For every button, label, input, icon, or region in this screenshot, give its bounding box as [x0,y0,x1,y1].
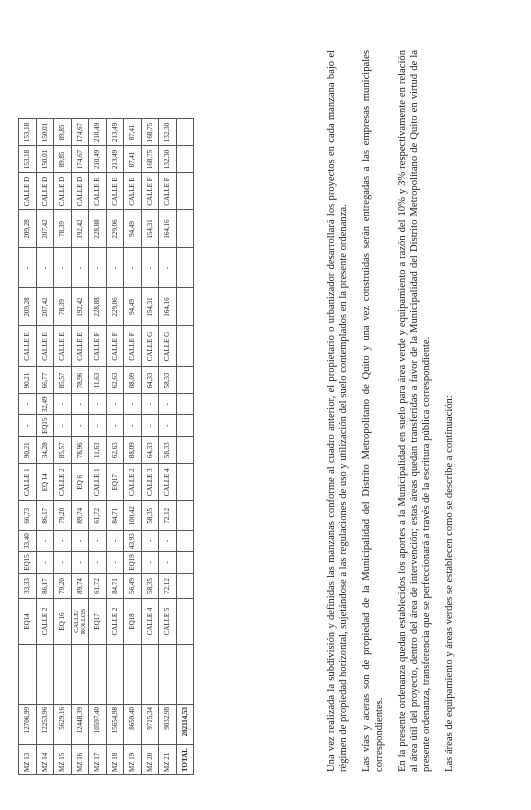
table-cell: 78,96 [71,367,89,394]
table-cell: 61,72 [89,501,107,531]
table-cell [176,288,194,326]
table-cell: 94,49 [124,288,142,326]
table-cell [176,326,194,367]
table-cell: - [106,531,124,552]
table-cell: 209,28 [19,210,37,248]
table-cell: CALLE 4 [141,599,159,645]
table-cell: 62,63 [106,437,124,464]
table-cell: EQ18 [124,599,142,645]
table-cell: - [106,552,124,574]
table-cell: - [159,394,177,415]
table-cell: CALLE E [19,326,37,367]
table-cell: 213,49 [106,146,124,173]
paragraph: Las vías y aceras son de propiedad de la Municipalidad del Distrito Metropolitano de Quito y una vez construidas serán entregadas a las empresas municipales correspondientes. [361,50,385,772]
table-cell: 154,31 [141,288,159,326]
table-cell: - [159,415,177,437]
table-cell: - [89,248,107,288]
table-cell: 66,73 [19,501,37,531]
table-cell: 150,01 [36,119,54,146]
table-cell: CALLE 2 [36,599,54,645]
table-cell: 79,20 [54,501,72,531]
table-cell: 100,42 [124,501,142,531]
table-cell [89,645,107,705]
table-row [159,119,177,775]
table-cell [176,645,194,705]
table-cell: 58,35 [141,574,159,599]
table-cell: 5629,16 [54,705,72,745]
table-cell: 228,88 [89,210,107,248]
table-cell: 58,33 [159,367,177,394]
table-cell: 89,74 [71,574,89,599]
table-cell: 229,06 [106,288,124,326]
table-cell: 61,72 [89,574,107,599]
table-cell: 207,42 [36,288,54,326]
table-cell: 11,63 [89,437,107,464]
table-cell: CALLE F [106,326,124,367]
table-cell: CALLE D [19,173,37,210]
table-cell: CALLE 2 [54,464,72,501]
table-cell: 90,21 [19,437,37,464]
table-cell: CALLE 2 [106,599,124,645]
table-cell: 192,42 [71,288,89,326]
table-cell: - [19,415,37,437]
table-cell [36,645,54,705]
table-cell: CALLE F [141,173,159,210]
table-cell: 86,17 [36,574,54,599]
table-cell [176,119,194,146]
table-cell [176,599,194,645]
table-cell: - [159,531,177,552]
table-cell: 85,57 [54,437,72,464]
table-cell: CALLE E [71,326,89,367]
body-text [326,50,468,772]
table-cell: - [106,394,124,415]
table-cell: 168,75 [141,146,159,173]
table-cell: 88,09 [124,367,142,394]
table-cell [176,173,194,210]
table-cell: MZ 13 [19,745,37,775]
table-cell: 228,88 [89,288,107,326]
table-cell: MZ 18 [106,745,124,775]
table-cell: 90,21 [19,367,37,394]
table-cell [159,645,177,705]
total-row [176,119,194,775]
table-cell: 9032,98 [159,705,177,745]
table-row [54,119,72,775]
table-cell: MZ 19 [124,745,142,775]
table-cell [176,574,194,599]
table-cell [176,146,194,173]
table-cell: - [89,552,107,574]
table-cell: CALLE E [36,326,54,367]
table-cell: 164,16 [159,210,177,248]
table-cell: 87,41 [124,146,142,173]
table-cell: CALLE F [89,326,107,367]
table-cell: 210,49 [89,119,107,146]
table-cell: - [36,531,54,552]
table-cell: 66,77 [36,367,54,394]
table-cell: 84,71 [106,501,124,531]
table-cell: - [71,552,89,574]
table-cell [176,531,194,552]
table-cell [124,645,142,705]
table-cell: 32,49 [36,394,54,415]
table-cell: EQ17 [89,599,107,645]
table-cell: - [124,415,142,437]
table-cell: - [124,248,142,288]
table-cell: 11,63 [89,367,107,394]
table-cell: EQ 6 [71,464,89,501]
table-cell: 202114,53 [176,705,194,745]
table-cell: CALLE E [106,173,124,210]
table-cell: - [106,248,124,288]
table-cell: CALLE 3 [141,464,159,501]
table-cell [176,367,194,394]
table-cell: - [36,248,54,288]
table-cell [54,645,72,705]
table-cell [71,645,89,705]
table-cell: CALLE 1 [19,464,37,501]
table-cell: 213,49 [106,119,124,146]
table-cell: 168,75 [141,119,159,146]
table-cell: 78,39 [54,210,72,248]
table-body [19,119,194,775]
table-cell: 33,33 [19,574,37,599]
table-cell: EQ 16 [54,599,72,645]
table-cell: 174,67 [71,119,89,146]
table-cell: 154,31 [141,210,159,248]
table-cell: 132,30 [159,146,177,173]
table-cell: CALLE D [36,173,54,210]
table-cell [176,248,194,288]
table-cell: - [54,248,72,288]
table-cell [176,394,194,415]
table-cell: - [106,415,124,437]
table-cell: 88,09 [124,437,142,464]
table-cell: 192,42 [71,210,89,248]
table-cell: 8659,40 [124,705,142,745]
table-cell: - [71,531,89,552]
table-cell: - [71,415,89,437]
table-cell: - [159,552,177,574]
table-cell: EQ15 [36,415,54,437]
table-cell: 210,49 [89,146,107,173]
table-cell: EQ17 [106,464,124,501]
manzanas-table [18,119,194,776]
table-cell: 174,67 [71,146,89,173]
table-cell: - [19,394,37,415]
table-cell: 164,16 [159,288,177,326]
table-cell: 33,40 [19,531,37,552]
table-cell: EQ19 [124,552,142,574]
table-row [71,119,89,775]
table-cell: 150,01 [36,146,54,173]
table-cell [176,464,194,501]
table-cell: 79,20 [54,574,72,599]
table-cell: 9715,34 [141,705,159,745]
table-cell: 64,33 [141,367,159,394]
table-row [89,119,107,775]
table-row [124,119,142,775]
table-cell: CALLE 5 [159,599,177,645]
table-cell: 15654,98 [106,705,124,745]
table-cell: 132,30 [159,119,177,146]
table-row [141,119,159,775]
table-cell: CALLE D [54,173,72,210]
table-cell: MZ 20 [141,745,159,775]
table-cell: - [71,394,89,415]
table-cell: - [54,394,72,415]
paragraph: En la presente ordenanza quedan establecidos los aportes a la Municipalidad en suelo para área verde y equipamiento a razón del 10% y 3% respectivamente en relación al área útil del proyecto, dentro del área de intervención; estas áreas quedan transferidas a favor de la Municipalidad del Distrito Metropolitano de Quito en virtud de la presente ordenanza, transferencia que se perfeccionará a través de la escritura pública correspondiente. [396,50,433,772]
table-cell: - [141,552,159,574]
table-cell: CALLE E [124,173,142,210]
table-cell: - [89,415,107,437]
table-cell: MZ 15 [54,745,72,775]
table-cell: - [54,531,72,552]
table-cell [19,645,37,705]
table-cell: 43,93 [124,531,142,552]
table-cell: 153,18 [19,146,37,173]
table-cell: MZ 16 [71,745,89,775]
paragraph: Las áreas de equipamiento y áreas verdes se establecen como se describe a continuación: [444,395,456,772]
table-cell: 207,42 [36,210,54,248]
table-cell: 78,96 [71,437,89,464]
table-cell: - [141,531,159,552]
table-cell: - [36,552,54,574]
table-cell [106,645,124,705]
table-cell: 89,74 [71,501,89,531]
table-cell: TOTAL [176,745,194,775]
table-cell: - [159,248,177,288]
table-cell [176,210,194,248]
table-cell: 89,85 [54,119,72,146]
table-cell: 229,06 [106,210,124,248]
table-cell: 72,12 [159,501,177,531]
table-cell: EQ 14 [36,464,54,501]
table-cell [176,437,194,464]
table-cell: 10597,40 [89,705,107,745]
table-cell: CALLE G [159,326,177,367]
table-cell: MZ 17 [89,745,107,775]
table-cell: 12253,96 [36,705,54,745]
table-cell: 58,35 [141,501,159,531]
table-cell: MZ 21 [159,745,177,775]
table-cell: - [54,552,72,574]
table-cell: CALLE 4 [159,464,177,501]
table-cell: CALLE E [89,173,107,210]
table-cell: - [71,248,89,288]
table-cell: - [89,394,107,415]
table-cell: 85,57 [54,367,72,394]
table-cell: CALLE/ ROLLOS [71,599,89,645]
table-cell: - [89,531,107,552]
table-cell [176,552,194,574]
table-cell: 153,18 [19,119,37,146]
table-cell: EQ15 [19,552,37,574]
table-cell: 94,49 [124,210,142,248]
table-cell: CALLE F [159,173,177,210]
table-cell: 84,71 [106,574,124,599]
table-cell: 12448,39 [71,705,89,745]
table-cell: 58,33 [159,437,177,464]
table-row [106,119,124,775]
table-cell: CALLE G [141,326,159,367]
table-cell: 72,12 [159,574,177,599]
table-row [19,119,37,775]
table-cell: CALLE E [54,326,72,367]
table-cell: 87,41 [124,119,142,146]
table-cell: 12706,99 [19,705,37,745]
table-cell: - [19,248,37,288]
table-cell: CALLE D [71,173,89,210]
table-cell: 86,17 [36,501,54,531]
table-cell: 34,28 [36,437,54,464]
table-cell: CALLE 1 [89,464,107,501]
table-cell: - [124,394,142,415]
table-cell: CALLE F [124,326,142,367]
table-cell [176,501,194,531]
table-cell: CALLE 2 [124,464,142,501]
table-cell: EQ14 [19,599,37,645]
table-cell: 89,85 [54,146,72,173]
table-cell: 62,63 [106,367,124,394]
table-cell: - [141,394,159,415]
table-cell [176,415,194,437]
table-cell [141,645,159,705]
table-cell: MZ 14 [36,745,54,775]
table-cell: - [141,248,159,288]
table-cell: 64,33 [141,437,159,464]
table-cell: 209,28 [19,288,37,326]
table-cell: - [141,415,159,437]
table-cell: - [54,415,72,437]
paragraph: Una vez realizada la subdivisión y definidas las manzanas conforme al cuadro anterior, el propietario o urbanizador desarrollará los proyectos en cada manzana bajo el régimen de propiedad horizontal, sujetándose a las regulaciones de uso y utilización del suelo contemplados en la presente ordenanza. [326,50,350,772]
table-cell: 78,39 [54,288,72,326]
table-row [36,119,54,775]
table-cell: 56,49 [124,574,142,599]
